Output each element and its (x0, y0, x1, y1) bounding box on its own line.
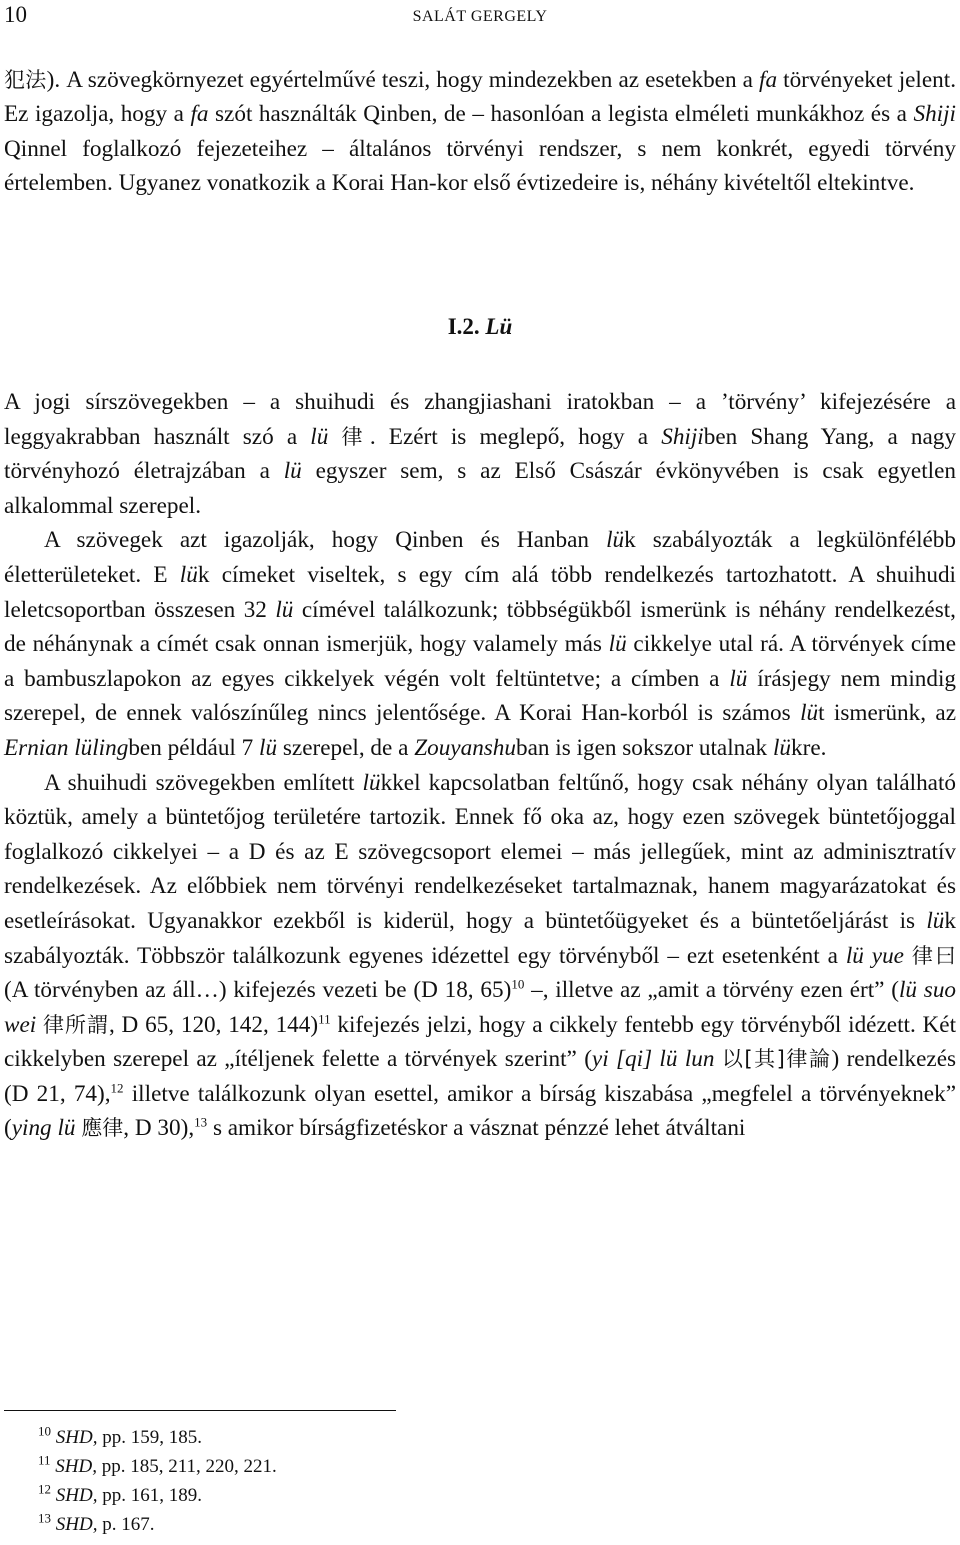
running-head: SALÁT GERGELY (412, 8, 548, 25)
italic-term: lü (926, 907, 945, 934)
page-header (4, 2, 956, 34)
footnote-number: 12 (38, 1481, 51, 1497)
cjk-text: 犯法 (4, 68, 47, 92)
text-run: ben Shang Yang, a nagy törvényhozó életrajzában a (4, 423, 956, 485)
paragraph-intro (4, 63, 956, 201)
italic-term: lü yue (845, 942, 904, 969)
text-run: szerepel, de a (277, 734, 415, 761)
footnote-text: pp. 161, 189. (97, 1485, 202, 1506)
text-run: A shuihudi szövegekben említett (44, 769, 363, 796)
text-run: (A törvényben az áll…) kifejezés vezeti be (D 18, 65) (4, 977, 512, 1004)
italic-term: yi [qi] lü lun (591, 1046, 715, 1073)
cjk-text: 以[其]律論 (721, 1047, 832, 1072)
text-run: cikkelye utal rá. A törvények címe a bambuszlapokon az egyes cikkelyek végén volt feltüntetve; a címben a (4, 631, 956, 692)
paragraph (4, 766, 956, 1147)
italic-term: lü (800, 700, 819, 727)
italic-term: lü (362, 769, 381, 796)
italic-term: lü (179, 561, 198, 588)
text-run: ) rendelkezés (D 21, 74), (4, 1046, 957, 1107)
cjk-text: 律曰 (911, 943, 957, 968)
footnote-source: SHD, (55, 1485, 98, 1506)
cjk-text: 律所謂 (43, 1012, 109, 1037)
section-number: I.2. (447, 314, 486, 339)
footnote-number: 11 (38, 1452, 51, 1468)
text-run: , D 30), (123, 1115, 195, 1142)
text-run: ). A szövegkörnyezet egyértelművé teszi, hogy mindezekben az esetekben a (46, 67, 760, 93)
italic-term: lü (608, 631, 627, 658)
text-run: kkel kapcsolatban feltűnő, hogy csak néhány olyan található köztük, amely a büntetőjog területére tartozik. Ennek fő oka az, hogy ezen szövegek büntetőjoggal foglalkozó cikkelyei ‒ a D és az E szövegcsoport elemei ‒ más jellegűek, mint az adminisztratív rendelkezések. Az előbbiek nem törvényi rendelkezéseket tartalmaznak, hanem magyarázatokat és esetleírásokat. Ugyanakkor ezekből is kiderül, hogy a büntetőügyeket és a büntetőeljárást is (4, 769, 956, 934)
italic-term: lü (772, 734, 791, 761)
footnote-rule (4, 1410, 396, 1411)
italic-term: lü (606, 527, 625, 554)
text-run: illetve találkozunk olyan esettel, amikor a bírság kiszabása „megfelel a törvényeknek” ( (4, 1080, 956, 1142)
section-title: Lü (485, 314, 513, 339)
italic-term: Ernian lüling (4, 734, 129, 761)
page-number: 10 (4, 2, 27, 27)
footnotes (38, 1423, 277, 1539)
footnote-number: 10 (38, 1423, 51, 1439)
italic-term: fa (190, 101, 209, 128)
text-run: ‒, illetve az „amit a törvény ezen ért” ( (524, 977, 899, 1004)
text-run: , D 65, 120, 142, 144) (108, 1011, 319, 1038)
italic-term: lü suo wei (4, 977, 957, 1038)
footnote-ref[interactable]: 12 (110, 1080, 124, 1096)
italic-term: lü (259, 734, 278, 761)
text-run: k szabályozták. Többször találkozunk egyenes idézettel egy törvényből ‒ ezt esetenként a (4, 907, 956, 969)
text-run: kre. (791, 734, 827, 761)
cjk-text: 律 (341, 424, 370, 449)
text-run: szót használták Qinben, de ‒ hasonlóan a legista elméleti munkákhoz és a (208, 101, 914, 128)
text-run: k címeket viseltek, s egy cím alá több rendelkezés tartozhatott. A shuihudi leletcsoportban összesen 32 (4, 561, 956, 623)
footnote-ref[interactable]: 13 (194, 1114, 208, 1130)
text-run: címével találkozunk; többségükből ismerünk is néhány rendelkezést, de néhánynak a címét csak onnan ismerjük, hogy valamely más (4, 596, 956, 658)
footnote-number: 13 (38, 1510, 51, 1526)
text-run: k szabályozták a legkülönfélébb életterületeket. E (4, 527, 956, 588)
footnote (38, 1510, 277, 1539)
footnote-text: pp. 159, 185. (97, 1427, 202, 1448)
text-run: . Ezért is meglepő, hogy a (369, 423, 662, 450)
footnote (38, 1423, 277, 1452)
italic-term: lü (283, 458, 302, 485)
text-run: kifejezés jelzi, hogy a cikkely fentebb egy törvényből idézett. Két cikkelyben szerepel az „ítéljenek felette a törvények szerint” ( (4, 1011, 957, 1073)
italic-term: Zouyanshu (414, 734, 516, 761)
text-run: A jogi sírszövegekben ‒ a shuihudi és zhangjiashani iratokban ‒ a ’törvény’ kifejezésére a leggyakrabban használt szó a (4, 389, 956, 450)
paragraph (4, 523, 956, 765)
text-run: írásjegy nem mindig szerepel, de ennek valószínűleg nincs jelentősége. A Korai Han-korból is számos (4, 665, 956, 727)
footnote (38, 1481, 277, 1510)
footnote-source: SHD, (55, 1427, 98, 1448)
text-run: s amikor bírságfizetéskor a vásznat pénzzé lehet átváltani (207, 1115, 746, 1142)
text-run: törvényeket jelent. Ez igazolja, hogy a (4, 67, 956, 128)
italic-term: ying lü (11, 1115, 76, 1142)
italic-term: lü (275, 596, 294, 623)
italic-term: lü (310, 423, 329, 450)
footnote (38, 1452, 277, 1481)
text-run: ben például 7 (128, 734, 260, 761)
italic-term: Shiji (913, 101, 956, 128)
italic-term: fa (759, 67, 778, 93)
text-run: egyszer sem, s az Első Császár évkönyvében is csak egyetlen alkalommal szerepel. (4, 458, 956, 519)
italic-term: Shiji (661, 423, 704, 450)
footnote-ref[interactable]: 11 (318, 1010, 331, 1026)
text-run: ban is igen sokszor utalnak (516, 734, 773, 761)
footnote-text: pp. 185, 211, 220, 221. (96, 1456, 277, 1477)
paragraph (4, 385, 956, 523)
footnote-ref[interactable]: 10 (511, 976, 525, 992)
text-run: t ismerünk, az (818, 700, 956, 727)
footnote-text: p. 167. (97, 1514, 155, 1535)
section-body (4, 385, 956, 1146)
text-run: Qinnel foglalkozó fejezeteihez ‒ általános törvényi rendszer, s nem konkrét, egyedi törvény értelemben. Ugyanez vonatkozik a Korai Han-kor első évtizedeire is, néhány kivételtől eltekintve. (4, 135, 956, 197)
footnote-source: SHD, (55, 1456, 97, 1477)
footnote-source: SHD, (55, 1514, 98, 1535)
section-heading (0, 314, 960, 340)
italic-term: lü (729, 665, 748, 692)
cjk-text: 應律 (81, 1116, 124, 1141)
text-run: A szövegek azt igazolják, hogy Qinben és Hanban (44, 527, 607, 554)
